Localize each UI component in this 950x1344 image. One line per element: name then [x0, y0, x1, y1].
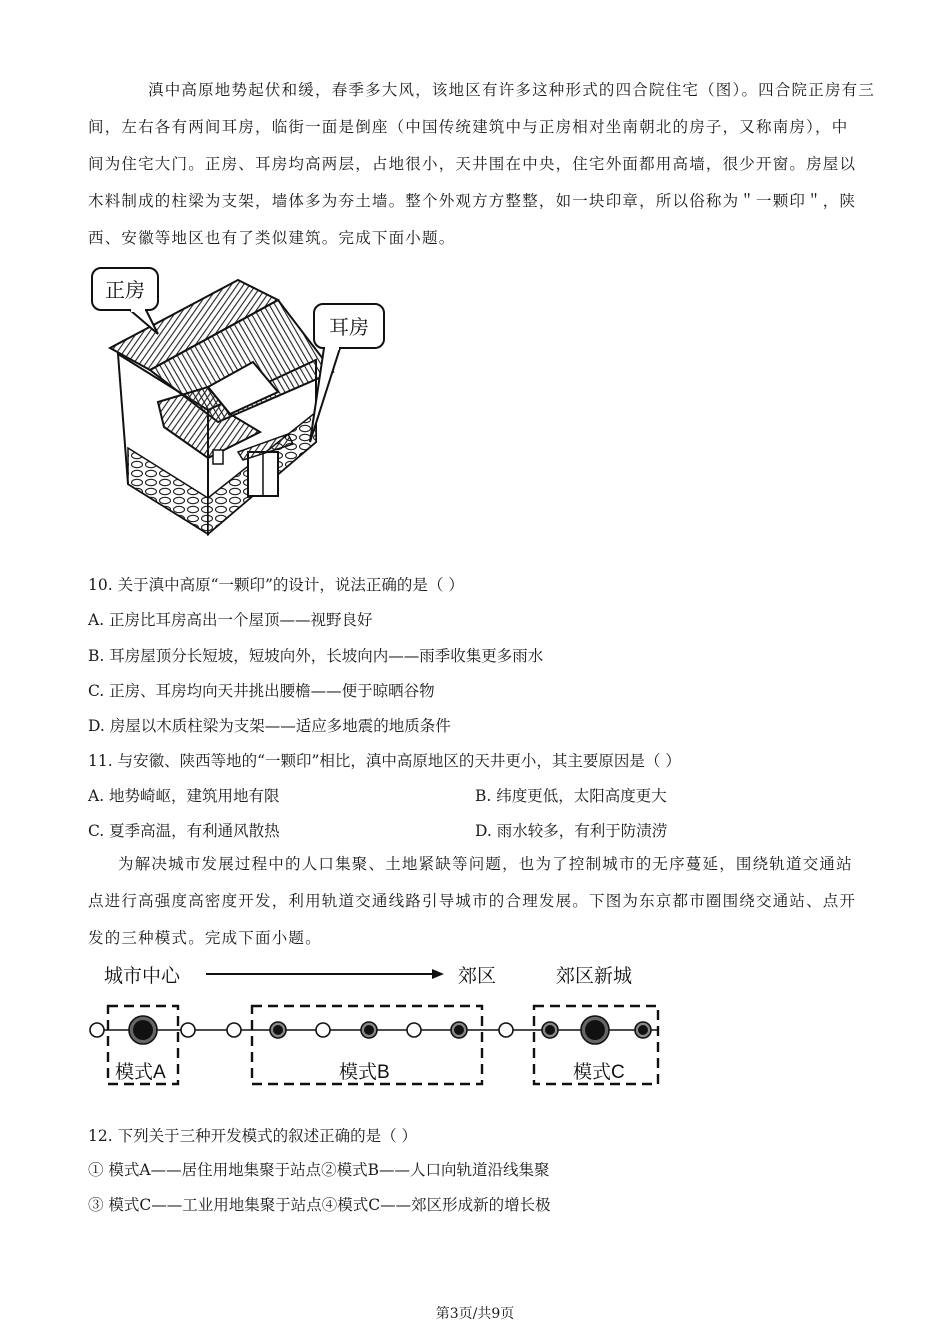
intro1-line-1: 滇中高原地势起伏和缓，春季多大风，该地区有许多这种形式的四合院住宅（图）。四合院正房有三 [148, 81, 876, 99]
label-mode-b: 模式B [339, 1062, 390, 1083]
label-mode-a: 模式A [115, 1062, 166, 1083]
station-small [90, 1023, 104, 1037]
station-small [181, 1023, 195, 1037]
q11-option-d: D. 雨水较多，有利于防渍涝 [475, 822, 668, 840]
station-small [227, 1023, 241, 1037]
q12-statements-1-2: ① 模式A——居住用地集聚于站点②模式B——人口向轨道沿线集聚 [88, 1161, 550, 1179]
station-small [316, 1023, 330, 1037]
q10-option-a: A. 正房比耳房高出一个屋顶——视野良好 [88, 611, 373, 629]
station-small [407, 1023, 421, 1037]
intro2-line-3: 发的三种模式。完成下面小题。 [88, 929, 322, 947]
q11-option-c: C. 夏季高温，有利通风散热 [88, 822, 280, 840]
intro1-line-3: 间为住宅大门。正房、耳房均高两层，占地很小，天井围在中央，住宅外面都用高墙，很少开窗。房屋以 [88, 155, 857, 173]
development-modes-figure [88, 958, 668, 1090]
arrow-head-icon [432, 969, 444, 979]
q10-option-b: B. 耳房屋顶分长短坡，短坡向外，长坡向内——雨季收集更多雨水 [88, 647, 544, 665]
intro-paragraph-2 [88, 846, 858, 957]
label-suburb: 郊区 [458, 966, 497, 987]
q11-option-a: A. 地势崎岖，建筑用地有限 [88, 787, 280, 805]
q11-option-b: B. 纬度更低，太阳高度更大 [475, 787, 667, 805]
label-new-town: 郊区新城 [556, 966, 633, 987]
intro1-line-5: 西、安徽等地区也有了类似建筑。完成下面小题。 [88, 229, 456, 247]
label-mode-c: 模式C [573, 1062, 625, 1083]
intro1-line-4: 木料制成的柱梁为支架，墙体多为夯土墙。整个外观方方整整，如一块印章，所以俗称为＂一颗印＂，陕 [88, 192, 857, 210]
intro-paragraph-1 [88, 72, 876, 257]
q12-statements-3-4: ③ 模式C——工业用地集聚于站点④模式C——郊区形成新的增长极 [88, 1196, 551, 1214]
page-number: 第3页/共9页 [435, 1306, 515, 1322]
q10-stem: 10. 关于滇中高原“一颗印”的设计，说法正确的是（ ） [88, 576, 464, 594]
intro2-line-2: 点进行高强度高密度开发，利用轨道交通线路引导城市的合理发展。下图为东京都市圈围绕交通站、点开 [88, 892, 857, 910]
q12-stem: 12. 下列关于三种开发模式的叙述正确的是（ ） [88, 1127, 418, 1145]
intro1-line-2: 间，左右各有两间耳房，临街一面是倒座（中国传统建筑中与正房相对坐南朝北的房子，又称南房），中 [88, 118, 849, 136]
label-main-house: 正房 [105, 280, 145, 302]
label-city-center: 城市中心 [104, 966, 181, 987]
courtyard-house-figure [88, 262, 388, 540]
label-side-house: 耳房 [329, 317, 369, 339]
q11-stem: 11. 与安徽、陕西等地的“一颗印”相比，滇中高原地区的天井更小，其主要原因是（ ） [88, 752, 681, 770]
q10-option-c: C. 正房、耳房均向天井挑出腰檐——便于晾晒谷物 [88, 682, 435, 700]
intro2-line-1: 为解决城市发展过程中的人口集聚、土地紧缺等问题，也为了控制城市的无序蔓延，围绕轨道交通站 [118, 855, 853, 873]
station-small [499, 1023, 513, 1037]
q10-option-d: D. 房屋以木质柱梁为支架——适应多地震的地质条件 [88, 717, 451, 735]
